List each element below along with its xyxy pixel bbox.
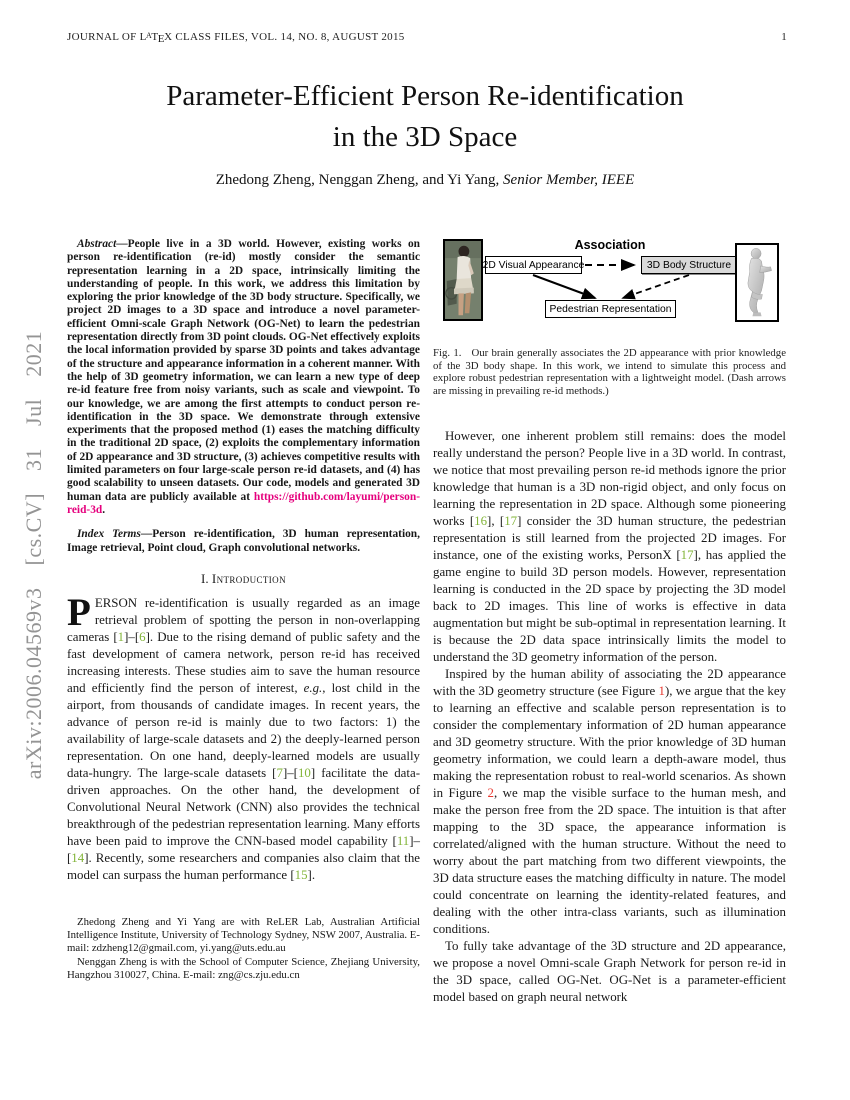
- paper-title: [0, 76, 850, 158]
- paragraph-inspiration: Inspired by the human ability of associating the 2D appearance with the 3D geometry structure (see Figure 1), we argue that the key to learning an effective and scalable person representation is to consider the complementary information of 2D human appearance and 3D geometry structure. With the prior knowledge of 3D human geometry information, we could learn a depth-aware model, thus making the representation robust to real-world scenarios. As shown in Figure 2, we map the visible surface to the human mesh, and make the person free from the 2D space. The intuition is that after mapping to the 3D space, the appearance information is correlated/aligned with the human structure. Without the need to worry about the part matching from two different viewpoints, the 3D data structure eases the matching difficulty in nature. The model could concentrate on learning the identity-related features, and dealing with the other intra-class variants, such as illumination conditions.: [433, 667, 786, 937]
- arxiv-watermark: arXiv:2006.04569v3 [cs.CV] 31 Jul 2021: [21, 330, 46, 780]
- intro-paragraph: [67, 590, 420, 884]
- paper-title-line1: Parameter-Efficient Person Re-identification: [166, 80, 684, 112]
- human-mesh-art: [737, 245, 777, 320]
- journal-header: JOURNAL OF $L^ATEX$ CLASS FILES, VOL. 14, NO. 8, AUGUST 2015: [67, 31, 405, 46]
- dashed-arrow-3d-to-representation: [623, 275, 689, 298]
- title-block: [0, 76, 850, 189]
- citation-ref: 7: [276, 765, 283, 780]
- citation-ref: 1: [117, 629, 125, 644]
- figure-arrows: [433, 238, 786, 330]
- figure-1-caption: [433, 347, 786, 397]
- citation-ref: 10: [297, 765, 311, 780]
- figure-1: [433, 238, 786, 330]
- citation-ref: 6: [139, 629, 146, 644]
- author-footnotes: [67, 916, 420, 982]
- right-column-body: [433, 428, 786, 1006]
- footnote-affiliation-2: Nenggan Zheng is with the School of Computer Science, Zhejiang University, Hangzhou 310027, China. E-mail: zng@cs.zju.edu.cn: [67, 955, 420, 981]
- citation-ref: 16: [474, 514, 488, 529]
- box-pedestrian-representation: Pedestrian Representation: [545, 300, 676, 318]
- figure-ref: 1: [658, 684, 665, 699]
- box-2d-visual-appearance: 2D Visual Appearance: [485, 256, 582, 274]
- association-label: Association: [574, 238, 646, 252]
- figure-1-caption-label: Fig. 1.: [433, 347, 462, 359]
- citation-ref: 11: [396, 833, 410, 848]
- solid-arrow-2d-to-representation: [533, 275, 595, 298]
- github-link[interactable]: https://github.com/layumi/person-reid-3d: [67, 490, 420, 516]
- box-3d-body-structure: 3D Body Structure: [641, 256, 737, 274]
- footnote-affiliation-1: Zhedong Zheng and Yi Yang are with ReLER Lab, Australian Artificial Intelligence Institute, University of Technology Sydney, NSW 2007, Australia. E-mail: zdzheng12@gmail.com, yi.yang@uts.edu.au: [67, 915, 420, 955]
- section-number: I.: [201, 570, 212, 586]
- human-mesh-figure: [735, 243, 779, 322]
- left-column: [67, 238, 420, 1042]
- citation-ref: 17: [504, 514, 518, 529]
- page-number: 1: [781, 31, 787, 43]
- citation-ref: 17: [680, 548, 694, 563]
- drop-cap: P: [67, 590, 91, 634]
- citation-ref: 14: [71, 850, 85, 865]
- index-terms-paragraph: Index Terms—Person re-identification, 3D human representation, Image retrieval, Point cloud, Graph convolutional networks.: [67, 528, 420, 554]
- section-heading-introduction: [67, 571, 420, 587]
- paragraph-og-net-proposal: To fully take advantage of the 3D structure and 2D appearance, we propose a novel Omni-scale Graph Network for person re-id in the 3D space, called OG-Net. OG-Net is a parameter-efficient model based on graph neural network: [433, 939, 786, 1005]
- abstract-paragraph: Abstract—People live in a 3D world. However, existing works on person re-identification (re-id) mostly consider the semantic representation learning in a 2D space, intrinsically limiting the understanding of people. In this work, we address this limitation by exploring the prior knowledge of the 3D body structure. Specifically, we project 2D images to a 3D space and introduce a novel parameter-efficient Omni-scale Graph Network (OG-Net) to learn the pedestrian representation directly from 3D point clouds. OG-Net effectively exploits the local information provided by sparse 3D points and takes advantage of the structure and appearance information in a coherent manner. With the help of 3D geometry information, we can learn a new type of deep re-id feature free from noisy variants, such as scale and viewpoint. To our knowledge, we are among the first attempts to conduct person re-identification in the 3D space. We demonstrate through extensive experiments that the proposed method (1) eases the matching difficulty in the traditional 2D space, (2) exploits the complementary information of 2D appearance and 3D structure, (3) achieves competitive results with limited parameters on four large-scale person re-id datasets, and (4) has good scalability to unseen datasets. Our code, models and generated 3D human data are publicly available at https://github.com/layumi/person-reid-3d.: [67, 238, 420, 516]
- right-column: [433, 238, 786, 1042]
- figure-ref: 2: [487, 786, 494, 801]
- paper-title-line2: in the 3D Space: [332, 121, 518, 153]
- intro-paragraph-text: ERSON re-identification is usually regarded as an image retrieval problem of spotting the person in non-overlapping cameras [1]–[6]. Due to the rising demand of public safety and the fast development of camera network, person re-id has received increasing interests. These studies aim to save the human resource and efficiently find the person of interest, e.g., lost child in the airport, from thousands of candidate images. In recent years, the advance of person re-id is mainly due to two factors: 1) the availability of large-scale datasets and 2) the deeply-learned person representation. On one hand, deeply-learned models are usually data-hungry. The large-scale datasets [7]–[10] facilitate the data-driven approaches. On the other hand, the development of Convolutional Neural Network (CNN) also provides the technical breakthrough of the pedestrian representation learning. Many efforts have been paid to improve the CNN-based model capability [11]–[14]. Recently, some researchers and companies also claim that the model can surpass the human performance [15].: [67, 595, 420, 882]
- section-title: Introduction: [211, 570, 286, 586]
- paragraph-problem-statement: However, one inherent problem still remains: does the model really understand the person? People live in a 3D world. In contrast, we notice that most prevailing person re-id methods ignore the prior knowledge that human is a 3D non-rigid object, and only focus on learning the representation in 2D space. Although some pioneering works [16], [17] consider the 3D human structure, the pedestrian representation is still learned from the projected 2D images. For instance, one of the existing works, PersonX [17], has applied the game engine to build 3D person models. However, representation learning is conducted in the 2D space by projecting the 3D model back to 2D images. This line of works is effective in data augmentation but might be sub-optimal in representation learning. It is because the 2D data space intrinsically limits the model to understand the 3D geometry information of the person.: [433, 429, 787, 665]
- citation-ref: 15: [294, 867, 308, 882]
- running-head: [67, 31, 787, 45]
- authors-line: Zhedong Zheng, Nenggan Zheng, and Yi Yang, Senior Member, IEEE: [215, 172, 635, 188]
- figure-1-caption-text: Our brain generally associates the 2D appearance with prior knowledge of the 3D body shape. In this work, we intend to simulate this process and explore robust pedestrian representation with a lightweight model. (Dash arrows are missing in prevailing re-id methods.): [433, 347, 786, 397]
